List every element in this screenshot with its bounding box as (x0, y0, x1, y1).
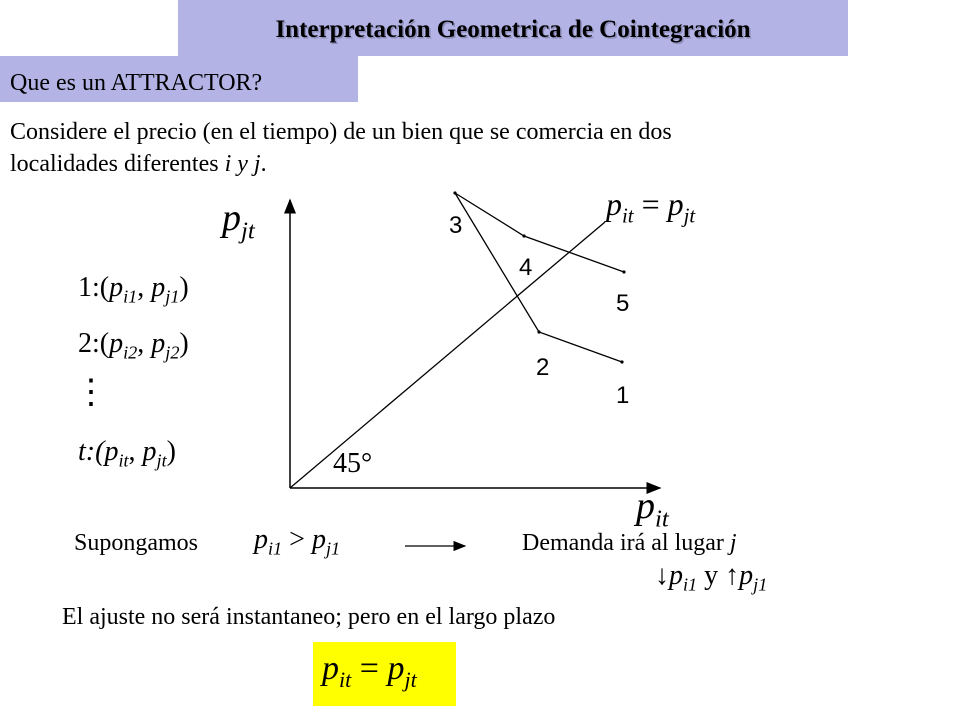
observation-1: $1:(p_{i1}$, $p_{j1}$) (78, 272, 189, 307)
point-label-3: 3 (449, 212, 463, 239)
point-1-dot (620, 360, 623, 363)
point-label-4: 4 (519, 254, 533, 281)
intro-line-1: Considere el precio (en el tiempo) de un bien que se comercia en dos (10, 119, 672, 145)
equilibrium-line-label: $p_{it} = p_{jt}$ (606, 186, 696, 228)
point-label-2: 2 (536, 354, 550, 381)
demand-result: Demanda irá al lugar j (522, 530, 737, 556)
adjustment-sentence: El ajuste no será instantaneo; pero en el largo plazo (62, 604, 556, 630)
intro-line-2: localidades diferentes i y j. (10, 151, 267, 177)
observation-2: $2:(p_{i2}$, $p_{j2}$) (78, 328, 189, 363)
observation-ellipsis: ⋮ (74, 374, 108, 411)
y-axis-label: $p_{jt}$ (222, 197, 255, 245)
observation-t: $t:(p_{it}$, $p_{jt}$) (78, 436, 176, 471)
page-title: Interpretación Geometrica de Cointegración (178, 0, 848, 56)
point-2-dot (537, 330, 540, 333)
up-arrow-icon: ↑ (725, 560, 740, 591)
angle-label: 45° (333, 448, 373, 479)
point-3-dot (453, 191, 456, 194)
x-axis-label: $p_{it}$ (636, 485, 669, 533)
suppose-label: Supongamos (74, 530, 199, 556)
point-label-1: 1 (616, 382, 630, 409)
long-run-equilibrium: $p_{it} = p_{jt}$ (322, 650, 417, 692)
point-4-dot (522, 234, 525, 237)
price-adjustment: $↓p_{i1}$ y $↑p_{j1}$ (655, 560, 768, 595)
suppose-inequality: $p_{i1} > p_{j1}$ (254, 524, 341, 559)
point-label-5: 5 (616, 290, 630, 317)
point-5-dot (622, 270, 625, 273)
section-subtitle: Que es un ATTRACTOR? (0, 56, 358, 102)
down-arrow-icon: ↓ (655, 560, 669, 591)
